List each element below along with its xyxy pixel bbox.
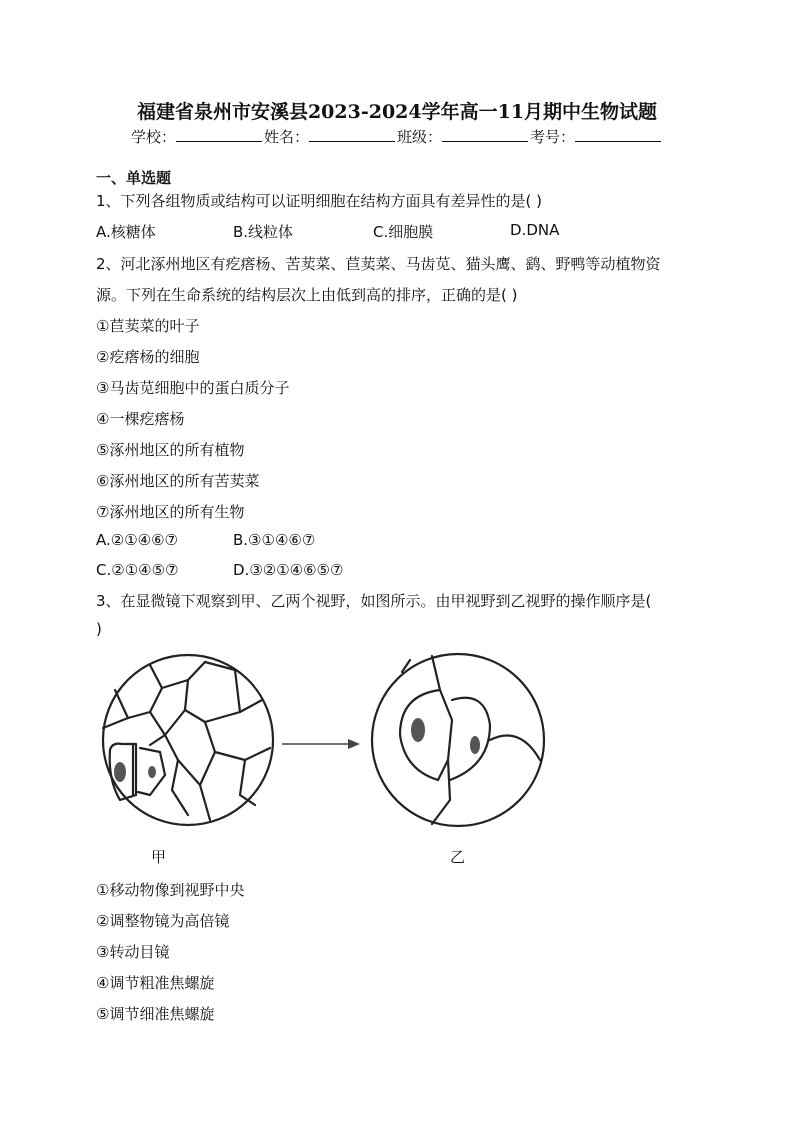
q3-item-4: ④调节粗准焦螺旋 — [96, 974, 215, 992]
name-label: 姓名： — [263, 128, 309, 146]
q2-option-b: B.③①④⑥⑦ — [233, 531, 316, 549]
section-heading: 一、单选题 — [96, 169, 172, 187]
cell-outline — [165, 710, 188, 815]
cell-outline — [162, 662, 205, 688]
cell-outline — [450, 698, 490, 780]
nucleus — [411, 718, 425, 742]
q2-stem-line2: 源。下列在生命系统的结构层次上由低到高的排序，正确的是( ) — [96, 286, 518, 304]
figure-label-left: 甲 — [151, 848, 167, 866]
q3-item-2: ②调整物镜为高倍镜 — [96, 912, 230, 930]
q2-item-5: ⑤涿州地区的所有植物 — [96, 441, 245, 459]
q2-item-6: ⑥涿州地区的所有苦荬菜 — [96, 472, 260, 490]
class-label: 班级： — [397, 128, 443, 146]
nucleus — [114, 762, 126, 782]
q2-item-3: ③马齿苋细胞中的蛋白质分子 — [96, 379, 290, 397]
q3-item-1: ①移动物像到视野中央 — [96, 881, 245, 899]
figure-label-right: 乙 — [450, 848, 466, 866]
q1-stem: 1、下列各组物质或结构可以证明细胞在结构方面具有差异性的是( ) — [96, 192, 543, 210]
q1-option-d: D.DNA — [510, 221, 560, 239]
page-title: 福建省泉州市安溪县2023-2024学年高一11月期中生物试题 — [136, 101, 658, 123]
q1-option-c: C.细胞膜 — [373, 223, 434, 241]
q3-item-3: ③转动目镜 — [96, 943, 170, 961]
cell-outline — [185, 680, 262, 722]
q2-item-2: ②疙瘩杨的细胞 — [96, 348, 200, 366]
cell-outline — [432, 760, 450, 824]
school-label: 学校： — [130, 128, 176, 146]
q3-stem-line2: ) — [96, 620, 102, 638]
cell-outline — [240, 760, 255, 805]
q2-item-1: ①苣荬菜的叶子 — [96, 317, 200, 335]
cell-outline — [200, 752, 215, 820]
cell-outline — [490, 736, 540, 761]
q2-option-a: A.②①④⑥⑦ — [96, 531, 179, 549]
q3-stem-line1: 3、在显微镜下观察到甲、乙两个视野，如图所示。由甲视野到乙视野的操作顺序是( — [96, 592, 652, 610]
q3-item-5: ⑤调节细准焦螺旋 — [96, 1005, 215, 1023]
q2-option-c: C.②①④⑤⑦ — [96, 561, 179, 579]
cell-outline — [115, 690, 128, 718]
field-of-view-right — [372, 654, 544, 826]
q2-stem-line1: 2、河北涿州地区有疙瘩杨、苦荬菜、苣荬菜、马齿苋、猫头鹰、鹞、野鸭等动植物资 — [96, 255, 661, 273]
cell-outline — [178, 760, 200, 785]
nucleus — [470, 736, 480, 754]
cell-outline — [150, 665, 165, 745]
nucleus — [148, 766, 156, 778]
q2-item-7: ⑦涿州地区的所有生物 — [96, 503, 245, 521]
q1-option-b: B.线粒体 — [233, 223, 294, 241]
number-label: 考号： — [530, 128, 576, 146]
q2-item-4: ④一棵疙瘩杨 — [96, 410, 185, 428]
arrow-head — [348, 739, 360, 749]
cell-outline — [205, 662, 240, 712]
q1-option-a: A.核糖体 — [96, 223, 156, 241]
q2-option-d: D.③②①④⑥⑤⑦ — [233, 561, 344, 579]
